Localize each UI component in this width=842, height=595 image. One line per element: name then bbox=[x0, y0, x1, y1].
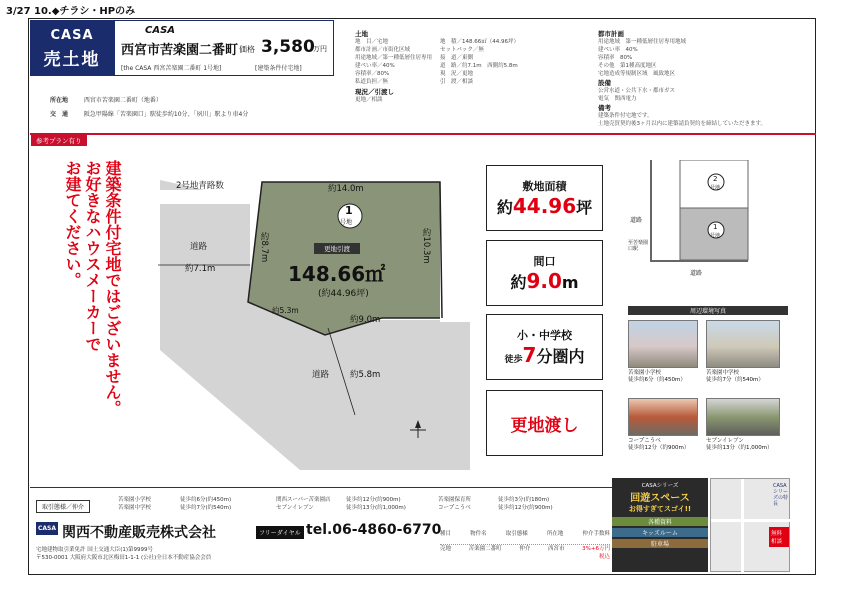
spec-line: 土地売買契約後3ヶ月以内に建築請負契約を締結していただきます。 bbox=[598, 121, 767, 127]
ad-item: 各種資料 bbox=[612, 517, 708, 526]
lot-suffix: 号地 bbox=[340, 219, 353, 226]
ad-badge: 無料相談 bbox=[769, 527, 789, 547]
suffix: 分圏内 bbox=[536, 347, 585, 366]
address-row bbox=[50, 95, 162, 104]
road-top-label: 2号地青路数 bbox=[176, 181, 224, 191]
nearby-row bbox=[118, 496, 608, 504]
photo-school-junior bbox=[706, 320, 780, 368]
price: 3,580 bbox=[261, 37, 315, 57]
access-value: 阪急甲陽線「苦楽園口」駅徒歩約10分、「夙川」駅より車4分 bbox=[83, 111, 249, 118]
info-box-area bbox=[486, 165, 603, 231]
map-road-bottom: 道路 bbox=[690, 270, 703, 277]
ad-sub: お得すぎてスゴイ!! bbox=[628, 505, 692, 513]
east-margin bbox=[440, 182, 470, 322]
th: 物件名 bbox=[470, 531, 487, 537]
spec-line: 地 積／148.66㎡（44.96坪） bbox=[440, 39, 519, 45]
td: 苦楽園二番町 bbox=[468, 546, 502, 552]
ad-series: CASAシリーズ bbox=[641, 483, 679, 489]
terms-table bbox=[440, 530, 610, 561]
spec-heading-equip: 設備 bbox=[598, 79, 611, 87]
spec-line: 用途地域 第一種低層住居専用地域 bbox=[598, 39, 687, 45]
cell: 徒歩約12分(約900m) bbox=[498, 505, 553, 511]
nearby-title: 周辺環境写真 bbox=[628, 306, 788, 315]
terms-row bbox=[440, 544, 610, 553]
nearby-name: 苦楽園小学校 bbox=[628, 370, 662, 376]
spec-line: 建ぺい率／40% bbox=[355, 63, 395, 69]
mini-map bbox=[630, 160, 750, 280]
photo-school-elementary bbox=[628, 320, 698, 368]
info-box-title: 敷地面積 bbox=[522, 180, 567, 193]
td: 西宮市 bbox=[547, 546, 565, 552]
info-box-value bbox=[487, 269, 602, 293]
map-road-left: 道路 bbox=[630, 217, 643, 224]
section-divider bbox=[30, 133, 816, 135]
spec-line: 公営水道・公共下水・都市ガス bbox=[598, 88, 676, 94]
lot-number: 1 bbox=[345, 204, 353, 217]
license-line: 〒530-0001 大阪府大阪市北区梅田1-1-1 (公社)全日本不動産協会会員 bbox=[36, 555, 212, 561]
road-top bbox=[160, 190, 260, 204]
spec-col-3 bbox=[598, 30, 813, 128]
dim-right: 約10.3m bbox=[421, 228, 431, 264]
listing-type: 売土地 bbox=[43, 50, 101, 70]
cell: 徒歩約6分(約450m) bbox=[180, 497, 232, 503]
nearby-dist: 徒歩約12分（約900m） bbox=[628, 445, 690, 451]
ad-map-road bbox=[711, 519, 791, 522]
td: 仲介 bbox=[519, 546, 531, 552]
spec-heading-land: 土地 bbox=[355, 30, 368, 38]
address-value: 西宮市苦楽園二番町（地番） bbox=[83, 97, 162, 104]
map-lot2-label: 号地 bbox=[710, 185, 721, 191]
tax-note: [建築条件付宅地] bbox=[255, 65, 302, 72]
nearby-dist: 徒歩約13分（約1,000m） bbox=[706, 445, 773, 451]
info-box-value bbox=[487, 194, 602, 218]
map-lot1: 1 bbox=[713, 223, 718, 231]
license-info bbox=[36, 546, 336, 562]
deliver-value: 更地／相談 bbox=[355, 97, 383, 103]
date-line: 3/27 10.◆チラシ・HPのみ bbox=[6, 6, 136, 17]
info-box-frontage bbox=[486, 240, 603, 306]
headline-copy bbox=[62, 160, 122, 460]
spec-line: 現 況／更地 bbox=[440, 71, 474, 77]
spec-line: 引 渡／相談 bbox=[440, 79, 474, 85]
info-box-title: 間口 bbox=[533, 255, 556, 268]
price-unit: 万円 bbox=[313, 45, 327, 53]
company-tag: CASA bbox=[36, 522, 58, 535]
spec-line: 私道負担／無 bbox=[355, 79, 389, 85]
cell: コープこうべ bbox=[438, 505, 471, 511]
price-label: 価格 bbox=[239, 45, 255, 54]
nearby-dist: 徒歩約7分（約540m） bbox=[706, 377, 764, 383]
spec-line: 道 路／約7.1m 西側約5.8m bbox=[440, 63, 518, 69]
photo-seven bbox=[706, 398, 780, 436]
spec-line: 容積率 80% bbox=[598, 55, 633, 61]
spec-heading-city: 都市計画 bbox=[598, 30, 624, 38]
sub-note: [the CASA 西宮苦楽園二番町 1号地] bbox=[121, 65, 222, 72]
value: 44.96 bbox=[512, 194, 577, 218]
spec-line: その他 第1種高度地区 bbox=[598, 63, 657, 69]
access-row bbox=[50, 109, 248, 118]
nearby-dist: 徒歩約6分（約450m） bbox=[628, 377, 686, 383]
spec-col-2 bbox=[440, 38, 590, 86]
th: 種目 bbox=[440, 531, 452, 537]
map-road bbox=[650, 160, 652, 260]
map-lot2: 2 bbox=[713, 175, 718, 183]
prefix: 約 bbox=[510, 273, 527, 292]
info-box-vacant bbox=[486, 390, 603, 456]
phone-number[interactable]: tel.06-4860-6770 bbox=[306, 522, 442, 538]
ad-head: 回遊スペース bbox=[630, 493, 690, 504]
spec-heading-remarks: 備考 bbox=[598, 104, 611, 112]
spec-line: 地 目／宅地 bbox=[355, 39, 389, 45]
lot-area-tsubo: (約44.96坪) bbox=[318, 289, 369, 299]
th: 取引態様 bbox=[505, 531, 528, 537]
map-side-note: 至苦楽園口駅 bbox=[628, 240, 649, 252]
map-road bbox=[650, 260, 748, 262]
spec-line: 電気 関西電力 bbox=[598, 96, 637, 102]
spec-line: 接 道／東側 bbox=[440, 55, 474, 61]
headline-line: お好きなハウスメーカーで bbox=[83, 160, 102, 352]
lot-plot bbox=[150, 150, 480, 470]
free-dial-badge: フリーダイヤル bbox=[256, 526, 304, 539]
address-label: 所在地 bbox=[50, 97, 69, 104]
prefix: 約 bbox=[496, 198, 513, 217]
ad-side-note: CASAシリーズの特長 bbox=[773, 483, 789, 507]
cell: 徒歩約7分(約540m) bbox=[180, 505, 232, 511]
nearby-row bbox=[118, 504, 608, 512]
dim-left: 約8.7m bbox=[259, 232, 269, 263]
spec-line: 用途地域／第一種低層住居専用 bbox=[355, 55, 433, 61]
cell: 関西スーパー苦楽園店 bbox=[276, 497, 331, 503]
title-block bbox=[114, 20, 334, 76]
map-lot1-label: 号地 bbox=[710, 233, 721, 239]
th: 所在地 bbox=[546, 531, 564, 537]
td: 売地 bbox=[440, 546, 452, 552]
casa-ad bbox=[612, 478, 708, 572]
nearby-caption bbox=[706, 370, 764, 384]
plan-tag: 参考プラン有り bbox=[31, 135, 87, 146]
nearby-caption bbox=[628, 438, 689, 452]
nearby-name: コープこうべ bbox=[628, 438, 661, 444]
footer-divider bbox=[30, 487, 612, 488]
info-box-value bbox=[487, 343, 602, 367]
nearby-table bbox=[118, 496, 608, 512]
cell: 徒歩約13分(約1,000m) bbox=[346, 505, 406, 511]
spec-line: 宅地造成等規制区域 風致地区 bbox=[598, 71, 676, 77]
headline-line: お建てください。 bbox=[63, 160, 82, 288]
access-label: 交 通 bbox=[50, 111, 69, 118]
deliver-label: 現況／引渡し bbox=[355, 88, 394, 96]
cell: 徒歩約12分(約900m) bbox=[346, 497, 401, 503]
cell: 苦楽園小学校 bbox=[118, 497, 152, 503]
spec-line: 容積率／80% bbox=[355, 71, 390, 77]
td: 3%+6万円 bbox=[582, 546, 610, 552]
value: 9.0 bbox=[526, 269, 562, 293]
terms-header bbox=[440, 530, 610, 538]
brand-block bbox=[30, 20, 114, 76]
info-box-school bbox=[486, 314, 603, 380]
status-badge: 更地引渡 bbox=[314, 243, 360, 254]
road-bottom-width: 約5.8m bbox=[350, 370, 381, 380]
spec-col-1 bbox=[355, 30, 437, 104]
casa-logo: CASA bbox=[145, 25, 176, 36]
road-bottom-label: 道路 bbox=[312, 370, 330, 380]
lot-area-sqm: 148.66㎡ bbox=[288, 262, 386, 286]
info-box-title: 小・中学校 bbox=[517, 329, 572, 342]
dim-bottom: 約9.0m bbox=[350, 315, 381, 325]
th: 仲介手数料 bbox=[582, 531, 610, 537]
prefix: 徒歩 bbox=[504, 355, 523, 365]
ad-map bbox=[710, 478, 790, 572]
company-name: 関西不動産販売株式会社 bbox=[62, 525, 216, 541]
dim-top: 約14.0m bbox=[328, 184, 364, 194]
road-left-width: 約7.1m bbox=[185, 264, 216, 274]
spec-line: 都市計画／市街化区域 bbox=[355, 47, 411, 53]
ad-item: キッズルーム bbox=[612, 528, 708, 537]
road-left-label: 道路 bbox=[190, 242, 208, 252]
value: 7 bbox=[522, 343, 537, 367]
nearby-caption bbox=[628, 370, 686, 384]
spec-line: 建ぺい率 40% bbox=[598, 47, 638, 53]
spec-line: セットバック／無 bbox=[440, 47, 484, 53]
brand-name: CASA bbox=[50, 28, 94, 43]
dim-corner: 約5.3m bbox=[272, 306, 299, 315]
cell: セブンイレブン bbox=[276, 505, 314, 511]
transaction-badge: 取引態様／仲介 bbox=[36, 500, 90, 513]
cell: 苦楽園保育所 bbox=[438, 497, 472, 503]
nearby-name: セブンイレブン bbox=[706, 438, 744, 444]
property-name: 西宮市苦楽園二番町 bbox=[121, 43, 239, 58]
license-line: 宅地建物取引業免許 国土交通大臣(1)第9999号 bbox=[36, 547, 154, 553]
nearby-name: 苦楽園中学校 bbox=[706, 370, 740, 376]
fee-note: 税込 bbox=[598, 554, 610, 560]
cell: 苦楽園中学校 bbox=[118, 505, 152, 511]
ad-map-road bbox=[741, 479, 744, 573]
info-box-title: 更地渡し bbox=[510, 416, 579, 436]
photo-coop bbox=[628, 398, 698, 436]
suffix: 坪 bbox=[576, 198, 593, 217]
ad-item: 駐車場 bbox=[612, 539, 708, 548]
cell: 徒歩約3分(約180m) bbox=[498, 497, 550, 503]
spec-line: 建築条件付宅地です。 bbox=[598, 113, 653, 119]
nearby-caption bbox=[706, 438, 773, 452]
headline-line: 建築条件付宅地ではございません。 bbox=[103, 160, 122, 416]
suffix: m bbox=[561, 273, 579, 292]
